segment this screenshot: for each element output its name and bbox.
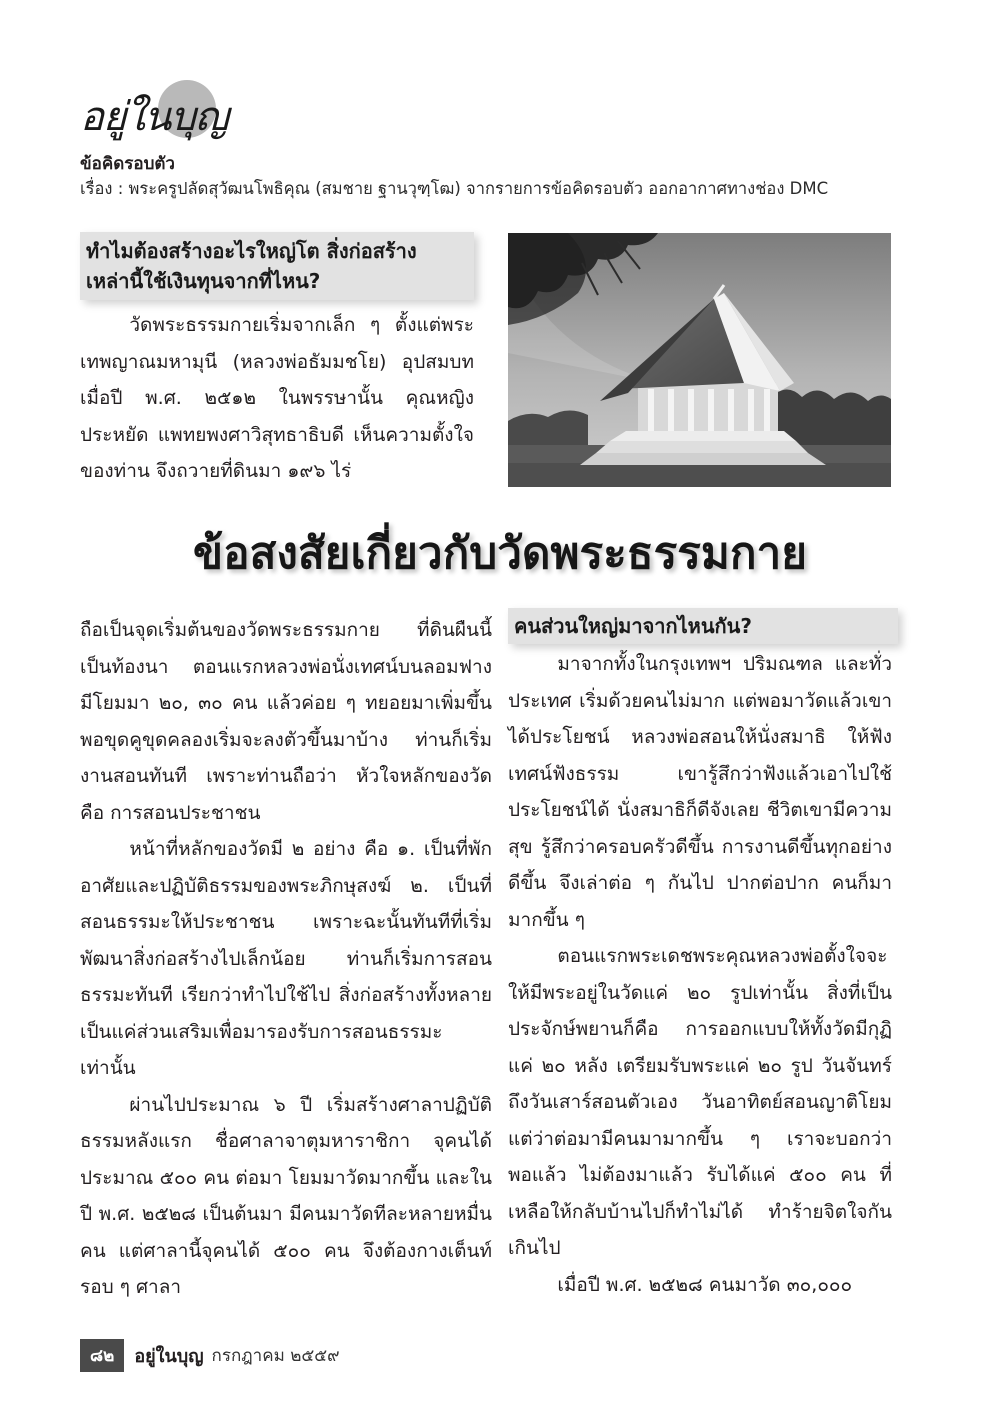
logo-text: อยู่ในบุญ bbox=[80, 94, 228, 140]
intro-text bbox=[80, 307, 474, 490]
page-footer bbox=[80, 1340, 340, 1370]
question-heading-1-line2: เหล่านี้ใช้เงินทุนจากที่ไหน? bbox=[86, 269, 321, 293]
issue-date: กรกฎาคม ๒๕๕๙ bbox=[211, 1345, 340, 1366]
temple-photo bbox=[508, 233, 891, 487]
right-paragraph-2: ตอนแรกพระเดชพระคุณหลวงพ่อตั้งใจจะให้มีพระอยู่ในวัดแค่ ๒๐ รูปเท่านั้น สิ่งที่เป็นประจักษ์พยานก็คือ การออกแบบให้ทั้งวัดมีกุฏิแค่ ๒๐ หลัง เตรียมรับพระแค่ ๒๐ รูป วันจันทร์ถึงวันเสาร์สอนตัวเอง วันอาทิตย์สอนญาติโยม แต่ว่าต่อมามีคนมามากขึ้น ๆ เราจะบอกว่าพอแล้ว ไม่ต้องมาแล้ว รับได้แค่ ๕๐๐ คน ที่เหลือให้กลับบ้านไปก็ทำไม่ได้ ทำร้ายจิตใจกันเกินไป bbox=[508, 945, 892, 1259]
column-name: ข้อคิดรอบตัว bbox=[80, 154, 175, 174]
left-paragraph-2: หน้าที่หลักของวัดมี ๒ อย่าง คือ ๑. เป็นที่พักอาศัยและปฏิบัติธรรมของพระภิกษุสงฆ์ ๒. เป็นที่สอนธรรมะให้ประชาชน เพราะฉะนั้นทันทีที่เริ่มพัฒนาสิ่งก่อสร้างไปเล็กน้อย ท่านก็เริ่มการสอนธรรมะทันที เรียกว่าทำไปใช้ไป สิ่งก่อสร้างทั้งหลายเป็นแค่ส่วนเสริมเพื่อมารองรับการสอนธรรมะเท่านั้น bbox=[80, 838, 492, 1079]
magazine-name: อยู่ในบุญ bbox=[134, 1345, 204, 1367]
question-heading-2: คนส่วนใหญ่มาจากไหนกัน? bbox=[508, 608, 898, 644]
page-number: ๘๒ bbox=[80, 1339, 124, 1372]
left-paragraph-3: ผ่านไปประมาณ ๖ ปี เริ่มสร้างศาลาปฏิบัติธรรมหลังแรก ชื่อศาลาจาตุมหาราชิกา จุคนได้ประมาณ ๕๐๐ คน ต่อมา โยมมาวัดมากขึ้น และในปี พ.ศ. ๒๕๒๘ เป็นต้นมา มีคนมาวัดทีละหลายหมื่นคน แต่ศาลานี้จุคนได้ ๕๐๐ คน จึงต้องกางเต็นท์รอบ ๆ ศาลา bbox=[80, 1093, 492, 1298]
main-title: ข้อสงสัยเกี่ยวกับวัดพระธรรมกาย bbox=[192, 528, 808, 579]
question-heading-1-line1: ทำไมต้องสร้างอะไรใหญ่โต สิ่งก่อสร้าง bbox=[86, 239, 417, 263]
right-column bbox=[508, 646, 892, 1303]
story-byline: เรื่อง : พระครูปลัดสุวัฒนโพธิคุณ (สมชาย ฐานวุฑฺโฒ) จากรายการข้อคิดรอบตัว ออกอากาศทางช่อง DMC bbox=[80, 179, 829, 198]
question-heading-1 bbox=[80, 232, 474, 300]
temple-illustration bbox=[508, 233, 891, 487]
intro-paragraph: วัดพระธรรมกายเริ่มจากเล็ก ๆ ตั้งแต่พระเทพญาณมหามุนี (หลวงพ่อธัมมชโย) อุปสมบทเมื่อปี พ.ศ. ๒๕๑๒ ในพรรษานั้น คุณหญิงประหยัด แพทยพงศาวิสุทธาธิบดี เห็นความตั้งใจของท่าน จึงถวายที่ดินมา ๑๙๖ ไร่ bbox=[80, 314, 474, 482]
masthead-logo bbox=[80, 78, 240, 142]
right-paragraph-1: มาจากทั้งในกรุงเทพฯ ปริมณฑล และทั่วประเทศ เริ่มด้วยคนไม่มาก แต่พอมาวัดแล้วเขาได้ประโยชน์ หลวงพ่อสอนให้นั่งสมาธิ ให้ฟังเทศน์ฟังธรรม เขารู้สึกว่าฟังแล้วเอาไปใช้ประโยชน์ได้ นั่งสมาธิก็ดีจังเลย ชีวิตเขามีความสุข รู้สึกว่าครอบครัวดีขึ้น การงานดีขึ้นทุกอย่างดีขึ้น จึงเล่าต่อ ๆ กันไป ปากต่อปาก คนก็มามากขึ้น ๆ bbox=[508, 653, 892, 931]
left-paragraph-1: ถือเป็นจุดเริ่มต้นของวัดพระธรรมกาย ที่ดินผืนนี้เป็นท้องนา ตอนแรกหลวงพ่อนั่งเทศน์บนลอมฟาง มีโยมมา ๒๐, ๓๐ คน แล้วค่อย ๆ ทยอยมาเพิ่มขึ้น พอขุดคูขุดคลองเริ่มจะลงตัวขึ้นมาบ้าง ท่านก็เริ่มงานสอนทันที เพราะท่านถือว่า หัวใจหลักของวัด คือ การสอนประชาชน bbox=[80, 619, 492, 824]
right-paragraph-3: เมื่อปี พ.ศ. ๒๕๒๘ คนมาวัด ๓๐,๐๐๐ bbox=[557, 1273, 853, 1296]
left-column bbox=[80, 612, 492, 1306]
